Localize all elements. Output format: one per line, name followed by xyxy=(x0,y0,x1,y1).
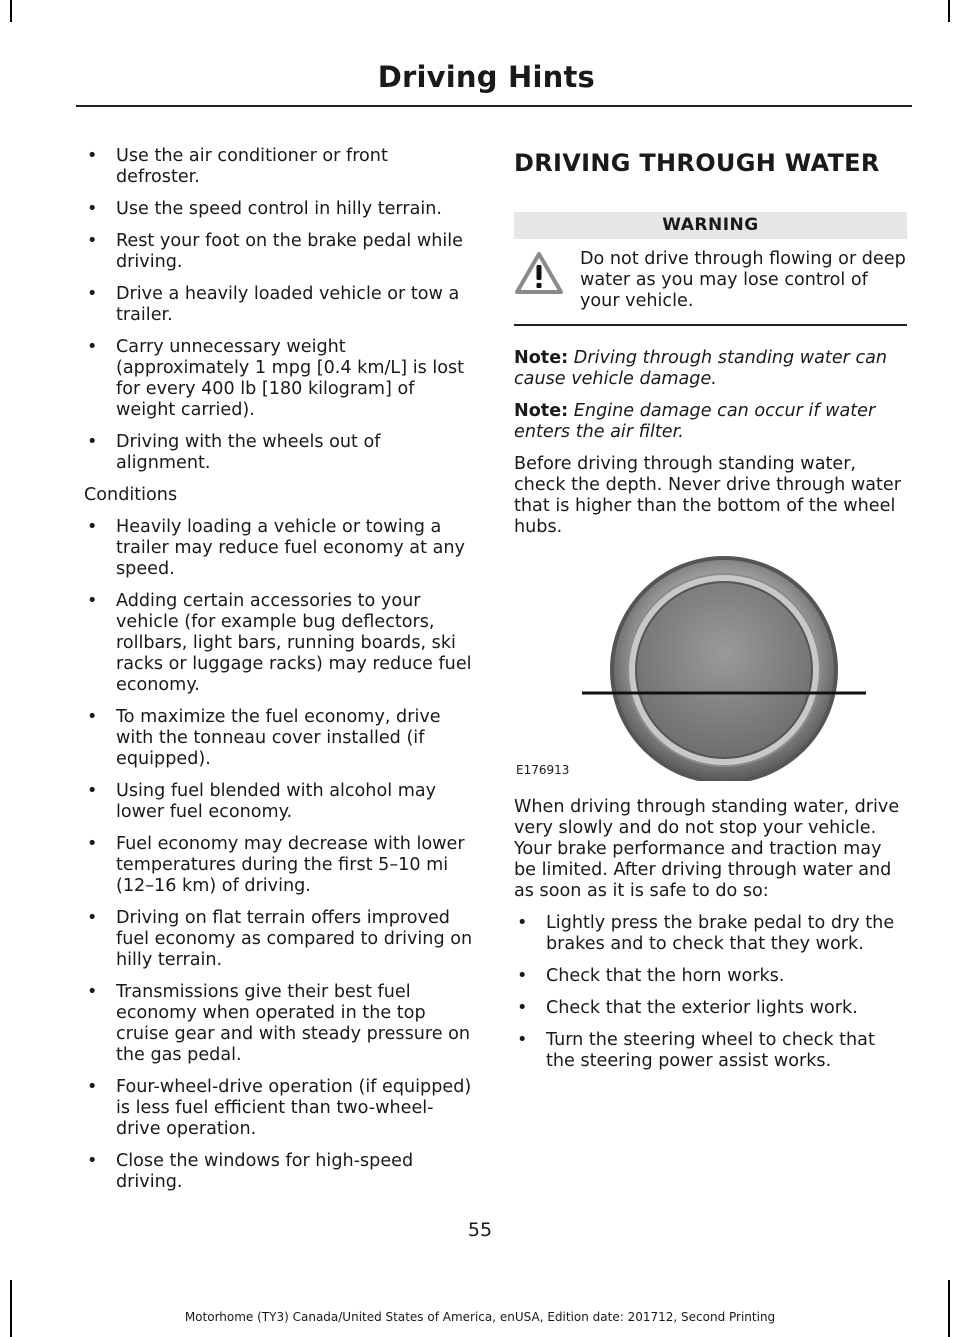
drive-slowly-paragraph: When driving through standing water, drive very slowly and do not stop your vehicle. Your brake performance and traction may be limited. After driving through water and as soon as it is safe to do so: xyxy=(514,797,900,901)
conditions-heading: Conditions xyxy=(84,485,178,505)
list-item: • Adding certain accessories to your vehicle (for example bug deflectors, rollbars, light bars, running boards, ski racks or luggage racks) may reduce fuel economy. xyxy=(84,591,476,696)
crop-mark-bottom-right xyxy=(948,1280,950,1337)
check-depth-paragraph: Before driving through standing water, check the depth. Never drive through water that is higher than the bottom of the wheel hubs. xyxy=(514,454,901,537)
list-item: • Check that the horn works. xyxy=(514,966,907,987)
list-item: • Lightly press the brake pedal to dry the brakes and to check that they work. xyxy=(514,913,907,955)
list-item: • Four-wheel-drive operation (if equipped) is less fuel efficient than two-wheel-drive operation. xyxy=(84,1077,476,1140)
note-label: Note: xyxy=(514,401,569,421)
after-water-bullet-list xyxy=(514,913,907,1072)
list-item: • Transmissions give their best fuel economy when operated in the top cruise gear and with steady pressure on the gas pedal. xyxy=(84,982,476,1066)
list-item: • Use the speed control in hilly terrain. xyxy=(84,199,476,220)
list-item: • Fuel economy may decrease with lower temperatures during the first 5–10 mi (12–16 km) of driving. xyxy=(84,834,476,897)
warning-heading: WARNING xyxy=(514,212,907,239)
list-item: • To maximize the fuel economy, drive with the tonneau cover installed (if equipped). xyxy=(84,707,476,770)
warning-triangle-icon xyxy=(514,251,568,301)
note-text: Engine damage can occur if water enters the air filter. xyxy=(514,401,876,442)
list-item: • Check that the exterior lights work. xyxy=(514,998,907,1019)
right-column xyxy=(514,146,907,1083)
fuel-economy-bullet-list xyxy=(84,146,476,474)
crop-mark-top-left xyxy=(10,0,12,22)
section-title: DRIVING THROUGH WATER xyxy=(514,149,880,177)
note-vehicle-damage xyxy=(514,348,907,390)
footer-edition-info: Motorhome (TY3) Canada/United States of America, enUSA, Edition date: 201712, Second Printing xyxy=(184,1310,776,1324)
list-item: • Drive a heavily loaded vehicle or tow a trailer. xyxy=(84,284,476,326)
list-item: • Driving on flat terrain offers improved fuel economy as compared to driving on hilly terrain. xyxy=(84,908,476,971)
conditions-bullet-list xyxy=(84,517,476,1193)
note-text: Driving through standing water can cause vehicle damage. xyxy=(514,348,888,389)
list-item: • Heavily loading a vehicle or towing a trailer may reduce fuel economy at any speed. xyxy=(84,517,476,580)
wheel-water-level-figure xyxy=(514,556,907,781)
list-item: • Using fuel blended with alcohol may lower fuel economy. xyxy=(84,781,476,823)
page-number: 55 xyxy=(467,1219,493,1241)
crop-mark-top-right xyxy=(948,0,950,22)
list-item: • Rest your foot on the brake pedal while driving. xyxy=(84,231,476,273)
list-item: • Driving with the wheels out of alignment. xyxy=(84,432,476,474)
warning-text: Do not drive through flowing or deep water as you may lose control of your vehicle. xyxy=(580,249,906,311)
page-header-title: Driving Hints xyxy=(377,60,595,94)
list-item: • Turn the steering wheel to check that the steering power assist works. xyxy=(514,1030,907,1072)
crop-mark-bottom-left xyxy=(10,1280,12,1337)
note-engine-damage xyxy=(514,401,907,443)
warning-body xyxy=(514,239,907,326)
note-label: Note: xyxy=(514,348,569,368)
list-item: • Carry unnecessary weight (approximately 1 mpg [0.4 km/L] is lost for every 400 lb [180 kilogram] of weight carried). xyxy=(84,337,476,421)
list-item: • Close the windows for high-speed driving. xyxy=(84,1151,476,1193)
figure-id: E176913 xyxy=(516,763,570,777)
list-item: • Use the air conditioner or front defroster. xyxy=(84,146,476,188)
left-column xyxy=(84,146,476,1204)
wheel-illustration xyxy=(514,556,907,781)
header-rule xyxy=(76,105,912,107)
warning-box xyxy=(514,212,907,326)
